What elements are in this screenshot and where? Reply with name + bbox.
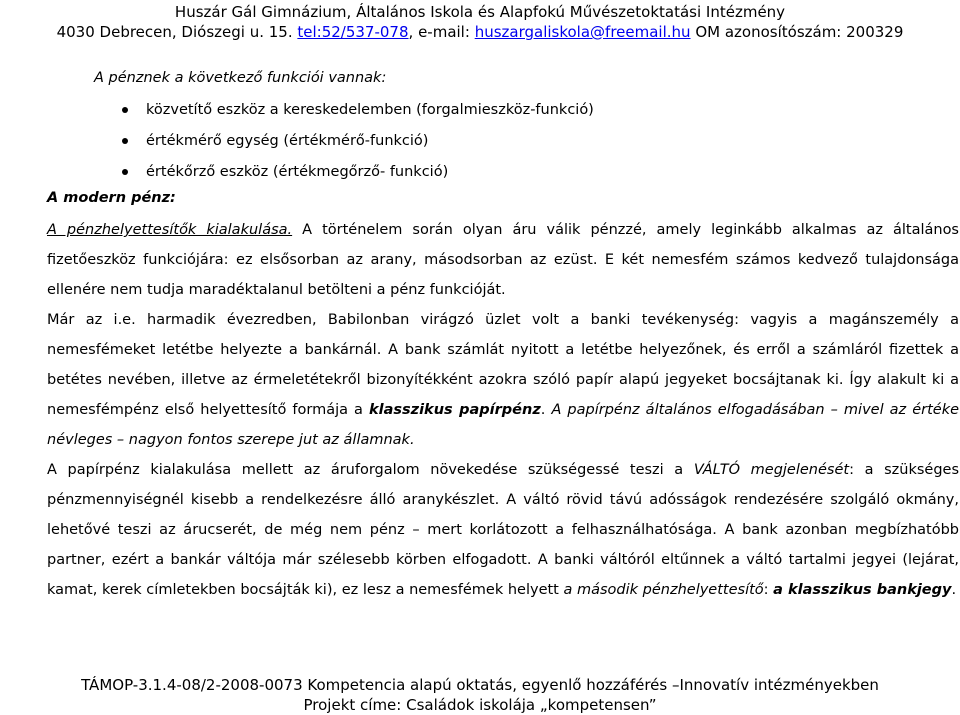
paragraph-3-text-b: : a szükséges pénzmennyiségnél kisebb a rendelkezésre álló aranykészlet. A váltó rövid távú adósságok rendezésére szolgáló okmány, lehetővé teszi az árucserét, de még nem pénz – mert korlátozott a felhasználhatósága. A bank azonban megbízhatóbb partner, ezért a bankár váltója már szélesebb körben elfogadott. A banki váltóról eltűnnek a váltó tartalmi jegyei (lejárat, kamat, kerek címletekben bocsájták ki), ez lesz a nemesfémek helyett — [47, 462, 959, 598]
classic-paper-money-term: klasszikus papírpénz — [368, 402, 541, 418]
functions-intro: A pénznek a következő funkciói vannak: — [94, 70, 387, 86]
school-address: 4030 Debrecen, Diószegi u. 15. — [56, 23, 293, 41]
paragraph-1-lead: A pénzhelyettesítők kialakulása. — [47, 222, 293, 238]
paragraph-2-text-b: . — [540, 402, 552, 418]
classic-banknote-term: a klasszikus bankjegy — [773, 582, 952, 598]
footer-project-title: Projekt címe: Családok iskolája „kompetensen” — [303, 696, 657, 714]
bill-of-exchange-term: VÁLTÓ megjelenését — [693, 462, 850, 478]
list-item: értékőrző eszköz (értékmegőrző- funkció) — [110, 160, 594, 191]
email-link[interactable]: huszargaliskola@freemail.hu — [474, 23, 691, 41]
paragraph-3 — [47, 455, 959, 605]
paragraph-3-text-c: : — [763, 582, 774, 598]
paragraph-2-text-a: Már az i.e. harmadik évezredben, Babilonban virágzó üzlet volt a banki tevékenység: vagyis a magánszemély a nemesfémeket letétbe helyezte a bankárnál. A bank számlát nyitott a letétbe helyezőnek, és erről a számláról fizettek a betétes nevében, illetve az érmeletétekről bizonyítékként azokra szóló papír alapú jegyeket bocsájtanak ki. Így alakult ki a nemesfémpénz első helyettesítő formája a — [47, 312, 959, 418]
page-footer — [0, 675, 960, 715]
page-header — [0, 2, 960, 42]
contact-line — [0, 22, 960, 42]
paragraph-1 — [47, 215, 959, 305]
paragraph-1-text: A történelem során olyan áru válik pénzzé, amely leginkább alkalmas az általános fizetőeszköz funkciójára: ez elsősorban az arany, másodsorban az ezüst. E két nemesfém számos kedvező tulajdonsága ellenére nem tudja maradéktalanul betölteni a pénz funkcióját. — [47, 222, 959, 298]
email-label: , e-mail: — [408, 23, 470, 41]
list-item: értékmérő egység (értékmérő-funkció) — [110, 129, 594, 160]
body-text — [47, 215, 959, 605]
list-item: közvetítő eszköz a kereskedelemben (forgalmieszköz-funkció) — [110, 98, 594, 129]
second-substitute-term: a második pénzhelyettesítő — [563, 582, 764, 598]
school-name: Huszár Gál Gimnázium, Általános Iskola és Alapfokú Művészetoktatási Intézmény — [174, 3, 786, 21]
functions-list — [110, 98, 594, 191]
footer-project-code: TÁMOP-3.1.4-08/2-2008-0073 Kompetencia alapú oktatás, egyenlő hozzáférés –Innovatív intézményekben — [81, 676, 879, 694]
paragraph-2 — [47, 305, 959, 455]
phone-link[interactable]: tel:52/537-078 — [297, 23, 409, 41]
paragraph-3-text-d: . — [951, 582, 957, 598]
modern-money-heading: A modern pénz: — [47, 190, 176, 206]
om-id: OM azonosítószám: 200329 — [695, 23, 904, 41]
paragraph-3-text-a: A papírpénz kialakulása mellett az áruforgalom növekedése szükségessé teszi a — [47, 462, 694, 478]
paragraph-2-italic: A papírpénz általános elfogadásában – mivel az értéke névleges – nagyon fontos szerepe jut az államnak. — [47, 402, 960, 448]
